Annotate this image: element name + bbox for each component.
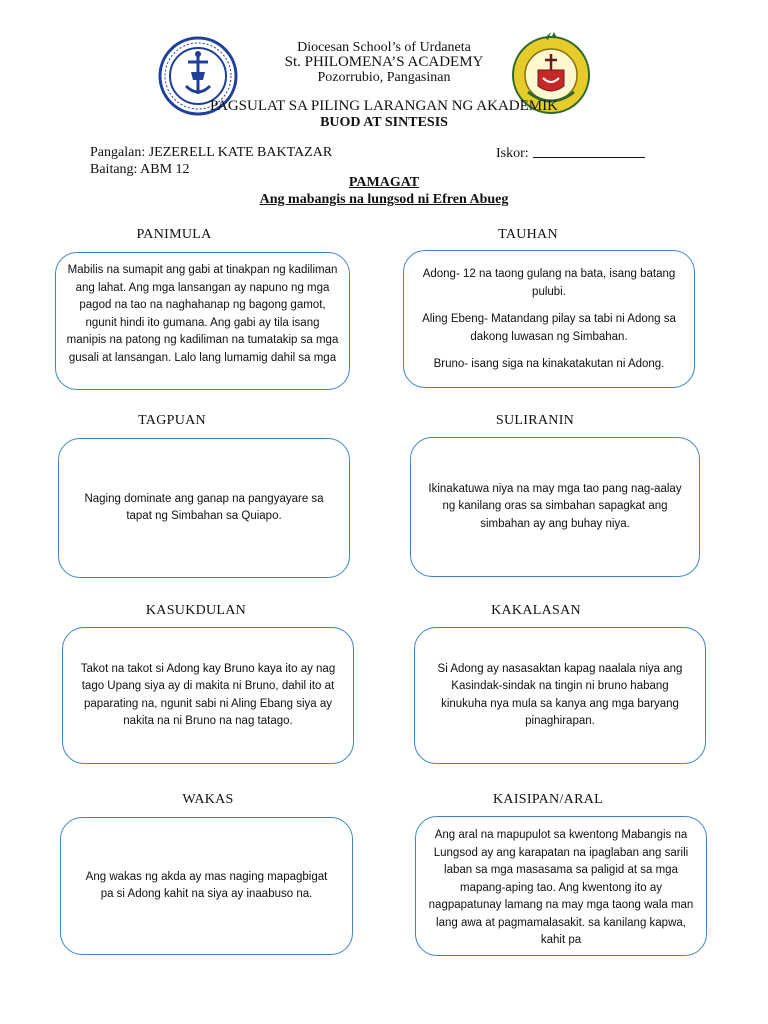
kakalasan-box [414, 627, 706, 764]
school-line-2: St. PHILOMENA’S ACADEMY [284, 54, 484, 70]
tagpuan-box [58, 438, 350, 578]
suliranin-text: Ikinakatuwa niya na may mga tao pang nag-aalay ng kanilang oras sa simbahan sapagkat ang simbahan ay ang buhay niya. [428, 482, 682, 530]
kaisipan-label: KAISIPAN/ARAL [493, 792, 603, 807]
wakas-label: WAKAS [182, 792, 234, 807]
panimula-box [55, 252, 350, 390]
suliranin-label: SULIRANIN [495, 413, 575, 428]
school-line-1: Diocesan School’s of Urdaneta [297, 40, 471, 55]
wakas-text: Ang wakas ng akda ay mas naging mapagbigat pa si Adong kahit na siya ay inaabuso na. [85, 870, 328, 900]
story-title: Ang mabangis na lungsod ni Efren Abueg [259, 192, 509, 207]
kakalasan-text: Si Adong ay nasasaktan kapag naalala niya ang Kasindak-sindak na tingin ni bruno habang kinukuha nya mula sa kanya ang mga baryang pinaghirapan. [437, 662, 683, 727]
suliranin-box [410, 437, 700, 577]
activity-title: BUOD AT SINTESIS [320, 115, 448, 130]
tauhan-aling-ebeng: Aling Ebeng- Matandang pilay sa tabi ni Adong sa dakong luwasan ng Simbahan. [422, 313, 676, 343]
panimula-label: PANIMULA [136, 227, 212, 242]
tauhan-label: TAUHAN [498, 227, 558, 242]
tagpuan-text: Naging dominate ang ganap na pangyayare sa tapat ng Simbahan sa Quiapo. [84, 492, 324, 522]
panimula-text: Mabilis na sumapit ang gabi at tinakpan ng kadiliman ang lahat. Ang mga lansangan ay napuno ng mga pagod na tao na naghahanap ng bagong gamot, ngunit hindi ito gumana. Ang gabi ay tila isang manipis na patong ng kadiliman na tumatakip sa mga gusali at lansangan. Lalo lang lumamig dahil sa mga [66, 264, 339, 364]
kasukdulan-box [62, 627, 354, 764]
tagpuan-label: TAGPUAN [138, 413, 206, 428]
subject-title: PAGSULAT SA PILING LARANGAN NG AKADEMIK [210, 98, 558, 114]
student-name: Pangalan: JEZERELL KATE BAKTAZAR [90, 145, 333, 160]
kasukdulan-text: Takot na takot si Adong kay Bruno kaya ito ay nag tago Upang siya ay di makita ni Bruno, dahil ito at paparating na, ngunit sabi ni Aling Ebang siya ay nakita na ni Bruno na nag tatago. [80, 662, 336, 727]
kaisipan-text: Ang aral na mapupulot sa kwentong Mabangis na Lungsod ay ang karapatan na ipaglaban ang sarili laban sa mga masasama sa paligid at sa mga mapang-aping tao. Ang kwentong ito ay nagpapatunay lamang na may mga taong wala man lang awa at pagmamalasakit. sa kanilang kapwa, kahit pa [428, 829, 694, 946]
pamagat-label: PAMAGAT [348, 175, 420, 190]
tauhan-box [403, 250, 695, 388]
kasukdulan-label: KASUKDULAN [145, 603, 247, 618]
kakalasan-label: KAKALASAN [491, 603, 581, 618]
tauhan-bruno: Bruno- isang siga na kinakatakutan ni Adong. [433, 358, 665, 370]
school-line-3: Pozorrubio, Pangasinan [317, 70, 451, 85]
score-field [496, 145, 645, 162]
score-label: Iskor: [496, 146, 529, 161]
tauhan-adong: Adong- 12 na taong gulang na bata, isang batang pulubi. [422, 268, 676, 298]
score-blank[interactable] [533, 145, 645, 158]
kaisipan-box [415, 816, 707, 956]
school-header [240, 40, 528, 85]
wakas-box [60, 817, 353, 955]
student-grade: Baitang: ABM 12 [90, 162, 190, 177]
